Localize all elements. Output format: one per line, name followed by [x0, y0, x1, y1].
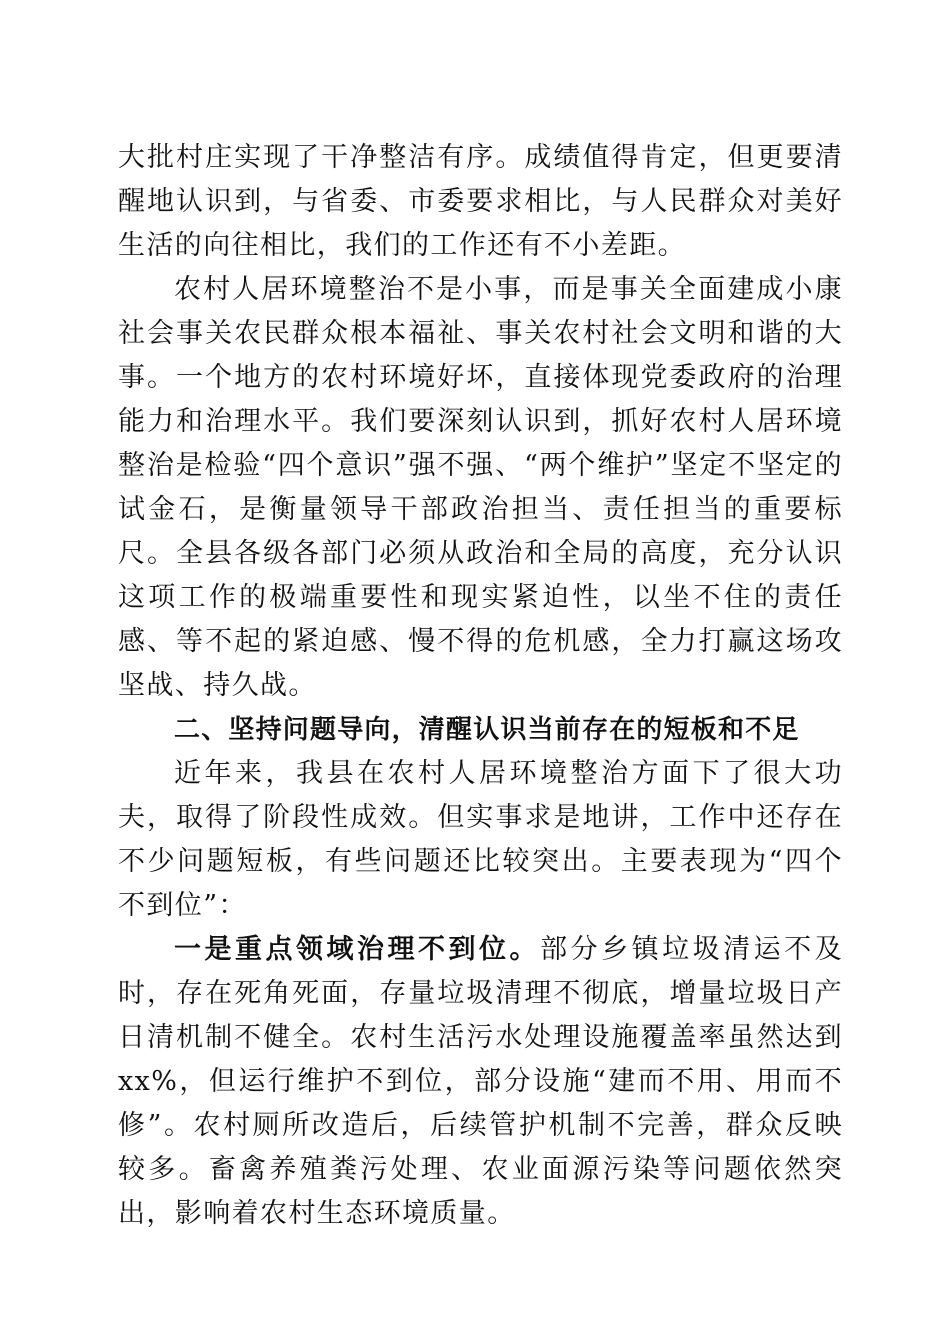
paragraph-first-problem-text: 部分乡镇垃圾清运不及时，存在死角死面，存量垃圾清理不彻底，增量垃圾日产日清机制不健全。农村生活污水处理设施覆盖率虽然达到xx%，但运行维护不到位，部分设施“建而不用、用而不修”。农村厕所改造后，后续管护机制不完善，群众反映较多。畜禽养殖粪污处理、农业面源污染等问题依然突出，影响着农村生态环境质量。 — [118, 934, 843, 1229]
paragraph-lead-phrase: 一是重点领域治理不到位。 — [174, 934, 541, 965]
paragraph-first-problem — [118, 928, 843, 1236]
paragraph-continued: 大批村庄实现了干净整洁有序。成绩值得肯定，但更要清醒地认识到，与省委、市委要求相比，与人民群众对美好生活的向往相比，我们的工作还有不小差距。 — [118, 142, 843, 261]
section-heading-problems: 二、坚持问题导向，清醒认识当前存在的短板和不足 — [174, 715, 800, 745]
paragraph-problems-intro: 近年来，我县在农村人居环境整治方面下了很大功夫，取得了阶段性成效。但实事求是地讲，工作中还存在不少问题短板，有些问题还比较突出。主要表现为“四个不到位”： — [118, 758, 843, 921]
paragraph-importance: 农村人居环境整治不是小事，而是事关全面建成小康社会事关农民群众根本福祉、事关农村社会文明和谐的大事。一个地方的农村环境好坏，直接体现党委政府的治理能力和治理水平。我们要深刻认识到，抓好农村人居环境整治是检验“四个意识”强不强、“两个维护”坚定不坚定的试金石，是衡量领导干部政治担当、责任担当的重要标尺。全县各级各部门必须从政治和全局的高度，充分认识这项工作的极端重要性和现实紧迫性，以坐不住的责任感、等不起的紧迫感、慢不得的危机感，全力打赢这场攻坚战、持久战。 — [118, 274, 843, 701]
document-body — [118, 136, 843, 1236]
